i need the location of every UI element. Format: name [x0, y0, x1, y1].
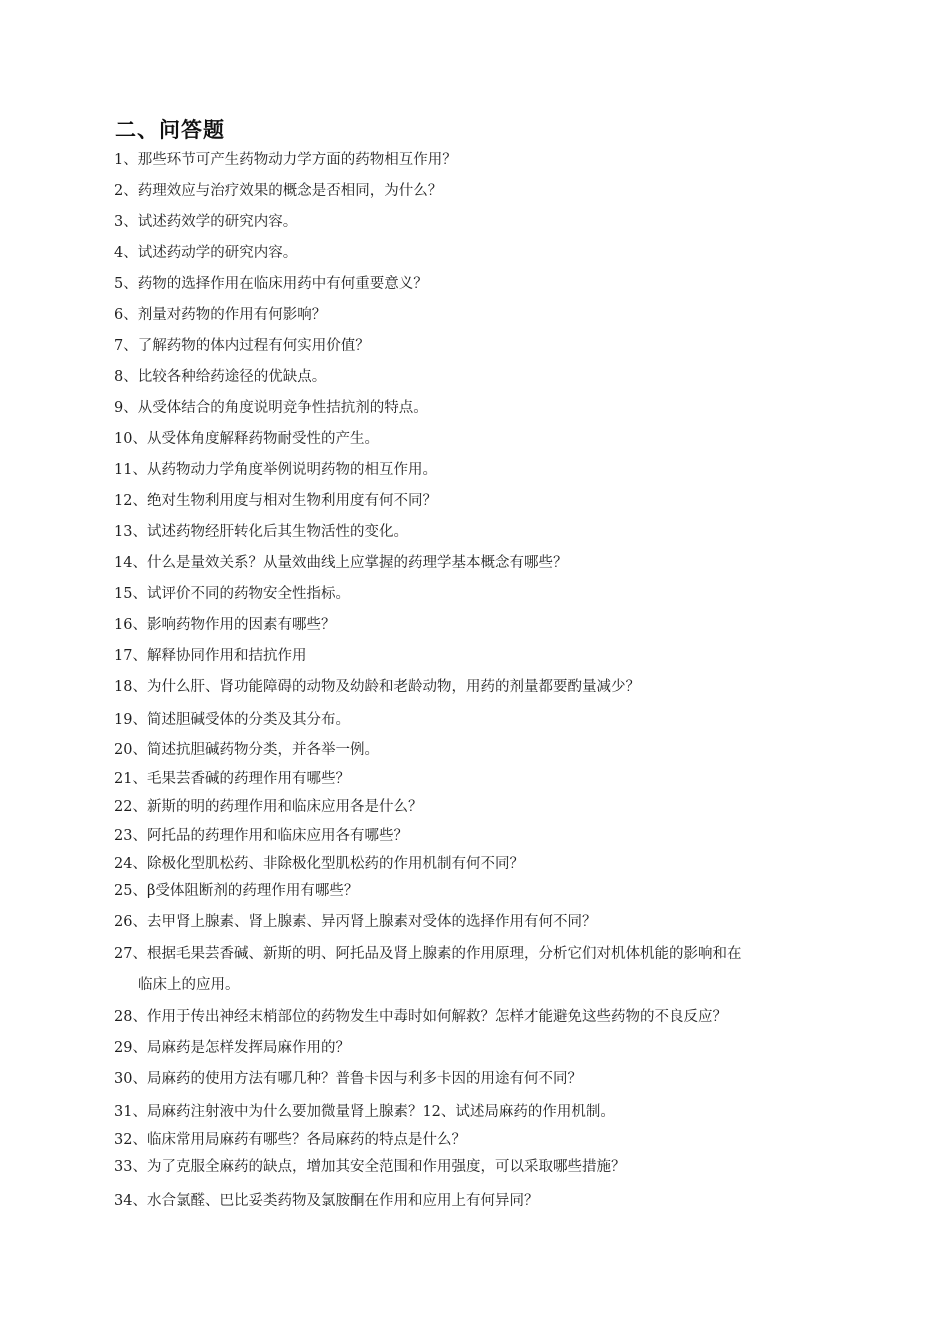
question-text-continuation: 临床上的应用。 — [138, 977, 240, 993]
question-text: 简述胆碱受体的分类及其分布。 — [146, 712, 350, 728]
question-number: 23、 — [114, 828, 147, 844]
question-item — [114, 1069, 582, 1089]
question-text: 作用于传出神经末梢部位的药物发生中毒时如何解救？怎样才能避免这些药物的不良反应？ — [146, 1009, 727, 1025]
question-text: 局麻药的使用方法有哪几种？普鲁卡因与利多卡因的用途有何不同？ — [146, 1071, 582, 1087]
question-text: 局麻药注射液中为什么要加微量肾上腺素？12、试述局麻药的作用机制。 — [146, 1104, 615, 1120]
question-number: 22、 — [114, 799, 147, 815]
question-item — [114, 1102, 615, 1122]
question-item — [114, 1007, 727, 1027]
question-item — [114, 646, 306, 666]
question-text: 影响药物作用的因素有哪些？ — [146, 617, 336, 633]
question-number: 15、 — [114, 586, 147, 602]
question-item — [114, 881, 358, 901]
question-text: 为什么肝、肾功能障碍的动物及幼龄和老龄动物，用药的剂量都要酌量减少？ — [146, 679, 640, 695]
question-item — [114, 553, 567, 573]
question-item — [114, 797, 422, 817]
question-number: 29、 — [114, 1040, 147, 1056]
section-title: 二、问答题 — [115, 118, 225, 142]
question-item — [114, 460, 437, 480]
question-number: 12、 — [114, 493, 147, 509]
question-text: 局麻药是怎样发挥局麻作用的？ — [146, 1040, 350, 1056]
question-number: 20、 — [114, 742, 147, 758]
question-item — [114, 212, 297, 232]
question-number: 11、 — [114, 462, 147, 478]
question-text: 水合氯醛、巴比妥类药物及氯胺酮在作用和应用上有何异同？ — [146, 1193, 539, 1209]
question-number: 17、 — [114, 648, 147, 664]
question-text: 那些环节可产生药物动力学方面的药物相互作用？ — [137, 152, 457, 168]
question-item — [114, 274, 428, 294]
question-text: 比较各种给药途径的优缺点。 — [137, 369, 327, 385]
question-item — [114, 243, 297, 263]
question-text: 剂量对药物的作用有何影响？ — [137, 307, 327, 323]
question-number: 18、 — [114, 679, 147, 695]
question-text: 试述药效学的研究内容。 — [137, 214, 298, 230]
question-number: 4、 — [114, 245, 138, 261]
question-text: 毛果芸香碱的药理作用有哪些？ — [146, 771, 350, 787]
question-item — [114, 398, 428, 418]
question-item — [114, 615, 335, 635]
question-item — [114, 336, 370, 356]
question-number: 16、 — [114, 617, 147, 633]
question-item — [114, 1130, 466, 1150]
question-number: 9、 — [114, 400, 138, 416]
question-item — [114, 1191, 538, 1211]
question-number: 21、 — [114, 771, 147, 787]
question-text: 试述药动学的研究内容。 — [137, 245, 298, 261]
question-number: 3、 — [114, 214, 138, 230]
question-text: 从受体角度解释药物耐受性的产生。 — [146, 431, 379, 447]
question-text: 临床常用局麻药有哪些？各局麻药的特点是什么？ — [146, 1132, 466, 1148]
question-number: 2、 — [114, 183, 138, 199]
question-number: 25、 — [114, 883, 147, 899]
question-text: 什么是量效关系？从量效曲线上应掌握的药理学基本概念有哪些？ — [146, 555, 568, 571]
question-number: 24、 — [114, 856, 147, 872]
question-number: 26、 — [114, 914, 147, 930]
question-text: 为了克服全麻药的缺点，增加其安全范围和作用强度，可以采取哪些措施？ — [146, 1159, 626, 1175]
question-item — [114, 181, 442, 201]
question-number: 33、 — [114, 1159, 147, 1175]
question-item — [114, 769, 350, 789]
question-text: 绝对生物利用度与相对生物利用度有何不同？ — [146, 493, 437, 509]
question-text: 阿托品的药理作用和临床应用各有哪些？ — [146, 828, 408, 844]
question-number: 28、 — [114, 1009, 147, 1025]
question-number: 13、 — [114, 524, 147, 540]
question-item — [114, 912, 596, 932]
question-item — [114, 584, 350, 604]
question-item — [114, 710, 350, 730]
question-item — [114, 826, 408, 846]
question-number: 6、 — [114, 307, 138, 323]
question-number: 19、 — [114, 712, 147, 728]
question-number: 5、 — [114, 276, 138, 292]
question-text: 药物的选择作用在临床用药中有何重要意义？ — [137, 276, 428, 292]
question-number: 10、 — [114, 431, 147, 447]
question-item — [114, 677, 640, 697]
question-number: 1、 — [114, 152, 138, 168]
question-text: β受体阻断剂的药理作用有哪些？ — [146, 883, 359, 899]
question-text: 新斯的明的药理作用和临床应用各是什么？ — [146, 799, 423, 815]
question-text: 简述抗胆碱药物分类，并各举一例。 — [146, 742, 379, 758]
question-text: 解释协同作用和拮抗作用 — [146, 648, 307, 664]
question-text: 试评价不同的药物安全性指标。 — [146, 586, 350, 602]
question-item — [114, 854, 524, 874]
question-number: 32、 — [114, 1132, 147, 1148]
question-text: 了解药物的体内过程有何实用价值？ — [137, 338, 370, 354]
question-item — [114, 305, 326, 325]
question-text: 去甲肾上腺素、肾上腺素、异丙肾上腺素对受体的选择作用有何不同？ — [146, 914, 597, 930]
question-text: 试述药物经肝转化后其生物活性的变化。 — [146, 524, 408, 540]
question-text: 从受体结合的角度说明竞争性拮抗剂的特点。 — [137, 400, 428, 416]
question-number: 27、 — [114, 946, 147, 962]
question-item — [114, 740, 379, 760]
question-item — [114, 491, 437, 511]
question-text: 除极化型肌松药、非除极化型肌松药的作用机制有何不同？ — [146, 856, 524, 872]
question-text: 从药物动力学角度举例说明药物的相互作用。 — [146, 462, 437, 478]
question-number: 14、 — [114, 555, 147, 571]
question-number: 7、 — [114, 338, 138, 354]
question-item — [114, 1038, 350, 1058]
question-item — [114, 522, 408, 542]
question-text: 药理效应与治疗效果的概念是否相同，为什么？ — [137, 183, 443, 199]
question-number: 8、 — [114, 369, 138, 385]
question-number: 31、 — [114, 1104, 147, 1120]
question-item — [114, 1157, 625, 1177]
question-number: 34、 — [114, 1193, 147, 1209]
question-item — [114, 150, 457, 170]
question-item — [114, 944, 741, 995]
question-text: 根据毛果芸香碱、新斯的明、阿托品及肾上腺素的作用原理，分析它们对机体机能的影响和在 — [146, 946, 742, 962]
question-item — [114, 429, 379, 449]
question-number: 30、 — [114, 1071, 147, 1087]
question-item — [114, 367, 326, 387]
